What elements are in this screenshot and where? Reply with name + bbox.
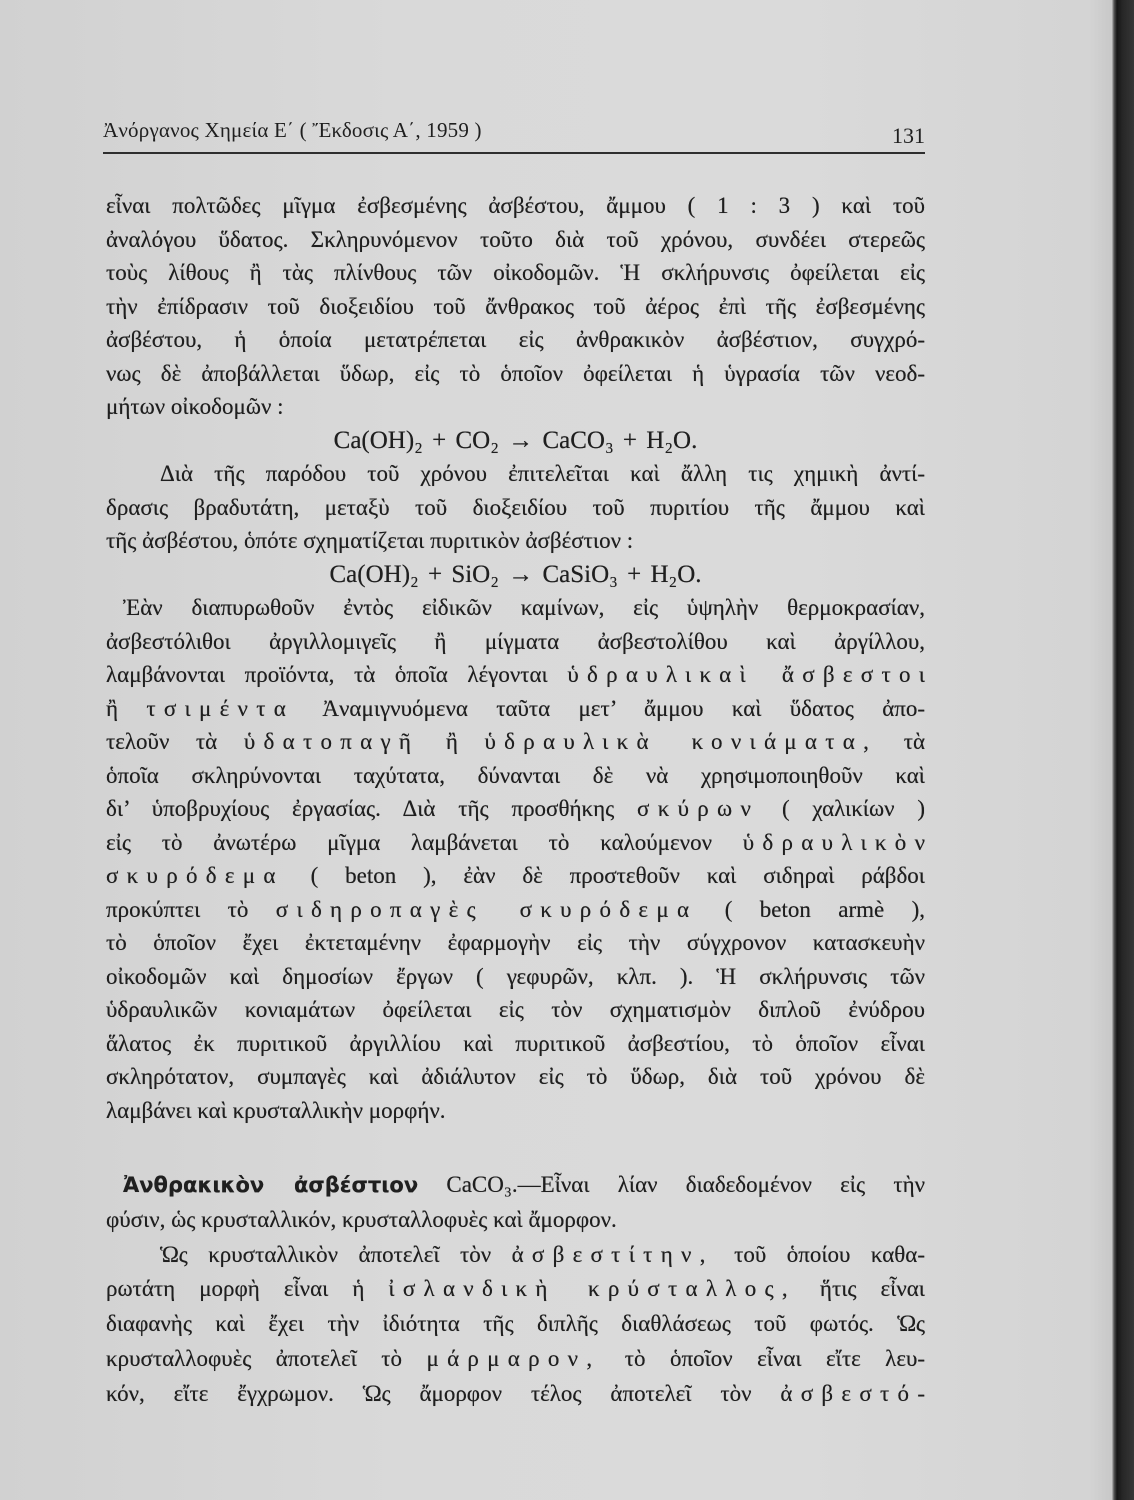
- chemical-equation: Ca(OH)₂ + SiO₂ → CaSiO₃ + H₂O.: [329, 560, 702, 588]
- text-segment: εἰς τὸ ἀνωτέρω μῖγμα λαμβάνεται τὸ καλούμενον: [106, 829, 712, 855]
- text-line: σκληρότατον, συμπαγὲς καὶ ἀδιάλυτον εἰς τὸ ὕδωρ, διὰ τοῦ χρόνου δὲ: [106, 1064, 925, 1089]
- text-line: τοὺς λίθους ἢ τὰς πλίνθους τῶν οἰκοδομῶν. Ἡ σκλήρυνσις ὀφείλεται εἰς: [106, 260, 925, 285]
- text-line: τὸ ὁποῖον ἔχει ἐκτεταμένην ἐφαρμογὴν εἰς τὴν σύγχρονον κατασκευὴν: [106, 930, 925, 955]
- text-line: δρασις βραδυτάτη, μεταξὺ τοῦ διοξειδίου τοῦ πυριτίου τῆς ἄμμου καὶ: [106, 494, 925, 520]
- spaced-term: μάρμαρον,: [426, 1345, 601, 1371]
- paragraph: [106, 189, 925, 424]
- text-segment: τελοῦν τὰ: [106, 729, 218, 754]
- text-line: [106, 1168, 925, 1203]
- spaced-term: ὑδραυλικαὶ ἄσβεστοι: [567, 662, 934, 687]
- text-line: [106, 692, 925, 726]
- text-line: τὴν ἐπίδρασιν τοῦ διοξειδίου τοῦ ἄνθρακος τοῦ ἀέρος ἐπὶ τῆς ἐσβεσμένης: [106, 293, 925, 319]
- header-rule: [103, 152, 925, 154]
- spaced-term: σκυρόδεμα: [106, 863, 284, 888]
- text-line: [106, 893, 925, 927]
- spaced-term: ἀσβεστό-: [780, 1380, 934, 1406]
- text-segment: ἢ: [106, 695, 119, 721]
- text-segment: τὸ ὁποῖον εἶναι εἴτε λευ-: [624, 1345, 926, 1371]
- spaced-term: σιδηροπαγὲς σκυρόδεμα: [275, 896, 698, 922]
- spaced-term: ὑδραυλικὸν: [742, 829, 934, 855]
- body-text: [106, 189, 934, 1127]
- section-heading: Ἀνθρακικὸν ἀσβέστιον: [123, 1173, 419, 1197]
- text-segment: ἥτις εἶναι: [819, 1276, 925, 1302]
- body-text: [106, 1168, 934, 1412]
- text-segment: κόν, εἴτε ἔγχρωμον. Ὡς ἄμορφον τέλος ἀποτελεῖ τὸν: [106, 1380, 752, 1406]
- paragraph: [106, 591, 934, 1127]
- text-line: ὁποῖα σκληρύνονται ταχύτατα, δύνανται δὲ νὰ χρησιμοποιηθοῦν καὶ: [106, 762, 925, 788]
- text-segment: ( beton ), ἐὰν δὲ προστεθοῦν καὶ σιδηραὶ ράβδοι: [310, 863, 925, 888]
- paragraph: [106, 1238, 934, 1412]
- text-line: τῆς ἀσβέστου, ὁπότε σχηματίζεται πυριτικὸν ἀσβέστιον :: [106, 528, 634, 553]
- text-line: [106, 826, 934, 860]
- text-line: λαμβάνει καὶ κρυσταλλικὴν μορφήν.: [106, 1097, 446, 1123]
- text-line: μήτων οἰκοδομῶν :: [106, 394, 284, 419]
- text-line: ἅλατος ἐκ πυριτικοῦ ἀργιλλίου καὶ πυριτικοῦ ἀσβεστίου, τὸ ὁποῖον εἶναι: [106, 1030, 925, 1056]
- text-segment: κρυσταλλοφυὲς ἀποτελεῖ τὸ: [106, 1345, 403, 1371]
- text-segment: CaCO₃.—Εἶναι λίαν διαδεδομένον εἰς τὴν: [446, 1172, 925, 1197]
- spaced-term: ἰσλανδικὴ κρύσταλλος,: [388, 1276, 796, 1302]
- text-line: [106, 658, 934, 692]
- text-line: οἰκοδομῶν καὶ δημοσίων ἔργων ( γεφυρῶν, κλπ. ). Ἡ σκλήρυνσις τῶν: [106, 963, 925, 989]
- text-segment: ( χαλικίων ): [781, 796, 926, 821]
- text-line: νως δὲ ἀποβάλλεται ὕδωρ, εἰς τὸ ὁποῖον ὀφείλεται ἡ ὑγρασία τῶν νεοδ-: [106, 360, 925, 386]
- text-line: [106, 1238, 925, 1273]
- text-line: [106, 725, 925, 759]
- text-segment: Ὡς κρυσταλλικὸν ἀποτελεῖ τὸν: [160, 1241, 492, 1267]
- text-line: διαφανὴς καὶ ἔχει τὴν ἰδιότητα τῆς διπλῆς διαθλάσεως τοῦ φωτός. Ὡς: [106, 1311, 925, 1337]
- page-number: 131: [892, 123, 925, 148]
- spaced-term: ἀσβεστίτην,: [511, 1241, 714, 1267]
- text-line: [106, 1272, 925, 1307]
- page-binding-edge: [1112, 0, 1134, 1500]
- text-line: εἶναι πολτῶδες μῖγμα ἐσβεσμένης ἀσβέστου, ἄμμου ( 1 : 3 ) καὶ τοῦ: [106, 193, 925, 218]
- text-line: [106, 1342, 925, 1377]
- text-segment: Ἀναμιγνυόμενα ταῦτα μετ’ ἄμμου καὶ ὕδατος ἀπο-: [322, 695, 926, 721]
- text-segment: προκύπτει τὸ: [106, 896, 249, 922]
- paragraph: [106, 457, 925, 558]
- text-segment: ( beton armè ),: [724, 896, 926, 922]
- text-line: ἀσβέστου, ἡ ὁποία μετατρέπεται εἰς ἀνθρακικὸν ἀσβέστιον, συγχρό-: [106, 327, 925, 352]
- text-segment: δι’ ὑποβρυχίους ἐργασίας. Διὰ τῆς προσθήκης: [106, 796, 615, 821]
- text-line: [106, 792, 925, 826]
- section: [106, 1168, 925, 1238]
- chemical-equation: Ca(OH)₂ + CO₂ → CaCO₃ + H₂O.: [333, 426, 698, 454]
- text-segment: ἢ: [445, 729, 458, 754]
- text-line: [106, 859, 925, 893]
- text-segment: τὰ: [903, 729, 926, 754]
- text-line: Ἐὰν διαπυρωθοῦν ἐντὸς εἰδικῶν καμίνων, εἰς ὑψηλὴν θερμοκρασίαν,: [123, 595, 925, 620]
- text-segment: λαμβάνονται προϊόντα, τὰ ὁποῖα λέγονται: [106, 662, 548, 687]
- text-line: ἀσβεστόλιθοι ἀργιλλομιγεῖς ἢ μίγματα ἀσβεστολίθου καὶ ἀργίλλου,: [106, 628, 925, 654]
- spaced-term: τσιμέντα: [146, 695, 295, 721]
- text-line: [106, 1377, 934, 1412]
- running-head: [103, 114, 925, 148]
- text-line: ὑδραυλικῶν κονιαμάτων ὀφείλεται εἰς τὸν σχηματισμὸν διπλοῦ ἐνύδρου: [106, 997, 925, 1022]
- spaced-term: ὑδραυλικὰ κονιάματα,: [484, 729, 878, 754]
- running-head-title: Ἀνόργανος Χημεία Ε΄ ( Ἔκδοσις Α΄, 1959 ): [103, 118, 482, 142]
- text-segment: τοῦ ὁποίου καθα-: [734, 1241, 926, 1267]
- text-segment: ρωτάτη μορφὴ εἶναι ἡ: [106, 1276, 365, 1302]
- text-line: ἀναλόγου ὕδατος. Σκληρυνόμενον τοῦτο διὰ τοῦ χρόνου, συνδέει στερεῶς: [106, 226, 925, 252]
- spaced-term: ὑδατοπαγῆ: [243, 729, 420, 754]
- text-line: Διὰ τῆς παρόδου τοῦ χρόνου ἐπιτελεῖται καὶ ἄλλη τις χημικὴ ἀντί-: [160, 461, 925, 486]
- text-line: φύσιν, ὡς κρυσταλλικόν, κρυσταλλοφυὲς καὶ ἄμορφον.: [106, 1206, 617, 1232]
- spaced-term: σκύρων: [637, 796, 760, 821]
